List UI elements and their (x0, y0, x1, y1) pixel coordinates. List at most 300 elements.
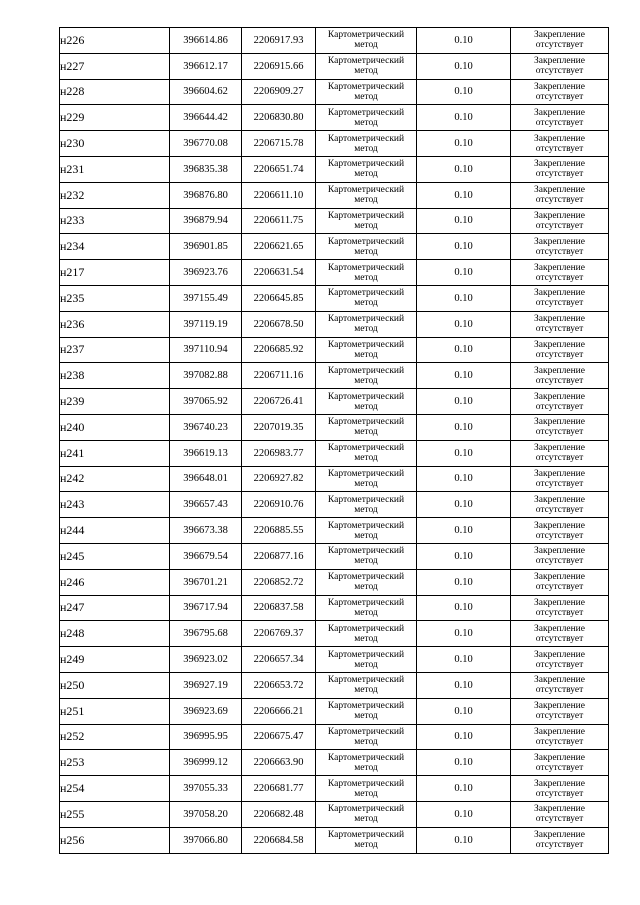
coordinate-y-cell: 2206877.16 (242, 543, 316, 569)
fixation-line-2: отсутствует (535, 504, 584, 515)
fixation-line-1: Закрепление (534, 494, 585, 505)
method-line-1: Картометрический (327, 185, 405, 196)
method-cell (316, 208, 417, 234)
point-name-cell: н233 (60, 208, 170, 234)
fixation-line-2: отсутствует (535, 349, 584, 360)
method-cell (316, 260, 417, 286)
point-name-cell: н246 (60, 569, 170, 595)
point-name-cell: н230 (60, 131, 170, 157)
coordinate-y-cell: 2206927.82 (242, 466, 316, 492)
method-cell (316, 724, 417, 750)
method-line-1: Картометрический (327, 443, 405, 454)
table-row (60, 105, 609, 131)
fixation-line-2: отсутствует (535, 478, 584, 489)
method-line-1: Картометрический (327, 81, 405, 92)
table-row (60, 750, 609, 776)
accuracy-cell: 0.10 (417, 621, 511, 647)
fixation-line-1: Закрепление (534, 236, 585, 247)
method-line-2: метод (354, 298, 378, 309)
method-line-1: Картометрический (327, 417, 405, 428)
table-row (60, 518, 609, 544)
point-name-cell: н252 (60, 724, 170, 750)
accuracy-cell: 0.10 (417, 595, 511, 621)
coordinate-x-cell: 396619.13 (170, 440, 242, 466)
coordinate-y-cell: 2206885.55 (242, 518, 316, 544)
method-line-2: метод (354, 272, 378, 283)
fixation-line-1: Закрепление (534, 830, 585, 841)
accuracy-cell: 0.10 (417, 208, 511, 234)
coordinate-y-cell: 2206711.16 (242, 363, 316, 389)
accuracy-cell: 0.10 (417, 776, 511, 802)
coordinate-y-cell: 2206663.90 (242, 750, 316, 776)
method-line-1: Картометрический (327, 133, 405, 144)
accuracy-cell: 0.10 (417, 260, 511, 286)
point-name-cell: н236 (60, 311, 170, 337)
method-cell (316, 801, 417, 827)
point-name-cell: н255 (60, 801, 170, 827)
fixation-cell (511, 621, 609, 647)
method-line-2: метод (354, 478, 378, 489)
fixation-cell (511, 131, 609, 157)
method-cell (316, 105, 417, 131)
point-name-cell: н226 (60, 28, 170, 54)
accuracy-cell: 0.10 (417, 492, 511, 518)
method-line-1: Картометрический (327, 288, 405, 299)
method-line-1: Картометрический (327, 649, 405, 660)
method-line-2: метод (354, 659, 378, 670)
method-line-1: Картометрический (327, 262, 405, 273)
method-cell (316, 827, 417, 853)
coordinate-y-cell: 2206651.74 (242, 156, 316, 182)
coordinate-x-cell: 396701.21 (170, 569, 242, 595)
fixation-cell (511, 724, 609, 750)
fixation-line-1: Закрепление (534, 443, 585, 454)
point-name-cell: н249 (60, 647, 170, 673)
point-name-cell: н232 (60, 182, 170, 208)
method-line-2: метод (354, 324, 378, 335)
fixation-cell (511, 750, 609, 776)
table-row (60, 492, 609, 518)
fixation-cell (511, 363, 609, 389)
fixation-line-2: отсутствует (535, 711, 584, 722)
method-cell (316, 518, 417, 544)
method-cell (316, 389, 417, 415)
fixation-cell (511, 776, 609, 802)
fixation-line-1: Закрепление (534, 185, 585, 196)
accuracy-cell: 0.10 (417, 543, 511, 569)
coordinate-y-cell: 2206769.37 (242, 621, 316, 647)
fixation-line-1: Закрепление (534, 623, 585, 634)
fixation-line-1: Закрепление (534, 701, 585, 712)
fixation-cell (511, 595, 609, 621)
method-cell (316, 776, 417, 802)
coordinate-x-cell: 397066.80 (170, 827, 242, 853)
method-line-1: Картометрический (327, 365, 405, 376)
coordinate-x-cell: 396923.02 (170, 647, 242, 673)
table-row (60, 182, 609, 208)
coordinate-x-cell: 396717.94 (170, 595, 242, 621)
fixation-line-2: отсутствует (535, 66, 584, 77)
fixation-cell (511, 647, 609, 673)
method-line-2: метод (354, 195, 378, 206)
coordinate-y-cell: 2206684.58 (242, 827, 316, 853)
accuracy-cell: 0.10 (417, 440, 511, 466)
method-cell (316, 363, 417, 389)
method-line-2: метод (354, 427, 378, 438)
fixation-cell (511, 440, 609, 466)
coordinate-x-cell: 396770.08 (170, 131, 242, 157)
fixation-line-1: Закрепление (534, 597, 585, 608)
table-row (60, 28, 609, 54)
coordinate-x-cell: 397082.88 (170, 363, 242, 389)
fixation-line-1: Закрепление (534, 804, 585, 815)
point-name-cell: н244 (60, 518, 170, 544)
fixation-line-2: отсутствует (535, 659, 584, 670)
method-cell (316, 647, 417, 673)
method-line-2: метод (354, 840, 378, 851)
fixation-cell (511, 466, 609, 492)
method-line-1: Картометрический (327, 468, 405, 479)
accuracy-cell: 0.10 (417, 285, 511, 311)
fixation-line-2: отсутствует (535, 117, 584, 128)
fixation-cell (511, 672, 609, 698)
method-line-1: Картометрический (327, 236, 405, 247)
table-row (60, 311, 609, 337)
fixation-line-2: отсутствует (535, 685, 584, 696)
coordinate-x-cell: 396927.19 (170, 672, 242, 698)
point-name-cell: н247 (60, 595, 170, 621)
point-name-cell: н227 (60, 53, 170, 79)
coordinate-y-cell: 2207019.35 (242, 414, 316, 440)
table-row (60, 234, 609, 260)
coordinate-y-cell: 2206666.21 (242, 698, 316, 724)
point-name-cell: н239 (60, 389, 170, 415)
table-row (60, 440, 609, 466)
accuracy-cell: 0.10 (417, 156, 511, 182)
coordinate-y-cell: 2206675.47 (242, 724, 316, 750)
fixation-cell (511, 208, 609, 234)
coordinate-x-cell: 396604.62 (170, 79, 242, 105)
accuracy-cell: 0.10 (417, 724, 511, 750)
method-cell (316, 466, 417, 492)
fixation-cell (511, 518, 609, 544)
point-name-cell: н237 (60, 337, 170, 363)
table-row (60, 724, 609, 750)
fixation-line-1: Закрепление (534, 262, 585, 273)
point-name-cell: н240 (60, 414, 170, 440)
coordinate-y-cell: 2206726.41 (242, 389, 316, 415)
fixation-line-2: отсутствует (535, 427, 584, 438)
fixation-cell (511, 337, 609, 363)
method-line-2: метод (354, 530, 378, 541)
coordinate-y-cell: 2206653.72 (242, 672, 316, 698)
method-line-2: метод (354, 711, 378, 722)
method-line-2: метод (354, 582, 378, 593)
method-cell (316, 750, 417, 776)
method-cell (316, 569, 417, 595)
accuracy-cell: 0.10 (417, 79, 511, 105)
coordinate-x-cell: 396923.69 (170, 698, 242, 724)
coordinate-x-cell: 396999.12 (170, 750, 242, 776)
accuracy-cell: 0.10 (417, 801, 511, 827)
fixation-line-2: отсутствует (535, 324, 584, 335)
fixation-line-1: Закрепление (534, 210, 585, 221)
fixation-cell (511, 156, 609, 182)
method-line-2: метод (354, 143, 378, 154)
method-cell (316, 285, 417, 311)
coordinate-x-cell: 397110.94 (170, 337, 242, 363)
coordinate-y-cell: 2206681.77 (242, 776, 316, 802)
coordinate-x-cell: 396673.38 (170, 518, 242, 544)
fixation-cell (511, 79, 609, 105)
fixation-line-2: отсутствует (535, 298, 584, 309)
table-row (60, 698, 609, 724)
method-line-1: Картометрический (327, 778, 405, 789)
method-cell (316, 28, 417, 54)
coordinate-y-cell: 2206715.78 (242, 131, 316, 157)
fixation-line-1: Закрепление (534, 365, 585, 376)
method-line-2: метод (354, 66, 378, 77)
coordinate-x-cell: 397065.92 (170, 389, 242, 415)
method-line-1: Картометрический (327, 804, 405, 815)
method-cell (316, 311, 417, 337)
coordinate-x-cell: 397055.33 (170, 776, 242, 802)
accuracy-cell: 0.10 (417, 647, 511, 673)
coordinates-table (59, 27, 609, 854)
coordinate-y-cell: 2206657.34 (242, 647, 316, 673)
method-line-1: Картометрический (327, 210, 405, 221)
coordinate-x-cell: 396740.23 (170, 414, 242, 440)
method-line-1: Картометрический (327, 623, 405, 634)
fixation-cell (511, 543, 609, 569)
point-name-cell: н229 (60, 105, 170, 131)
method-line-1: Картометрический (327, 726, 405, 737)
method-line-2: метод (354, 91, 378, 102)
fixation-line-1: Закрепление (534, 675, 585, 686)
fixation-line-2: отсутствует (535, 788, 584, 799)
fixation-line-2: отсутствует (535, 453, 584, 464)
method-line-1: Картометрический (327, 314, 405, 325)
table-row (60, 337, 609, 363)
fixation-line-2: отсутствует (535, 736, 584, 747)
fixation-cell (511, 285, 609, 311)
method-line-2: метод (354, 788, 378, 799)
method-line-2: метод (354, 349, 378, 360)
method-line-2: метод (354, 246, 378, 257)
fixation-line-1: Закрепление (534, 468, 585, 479)
fixation-cell (511, 105, 609, 131)
fixation-cell (511, 414, 609, 440)
table-row (60, 260, 609, 286)
point-name-cell: н250 (60, 672, 170, 698)
point-name-cell: н238 (60, 363, 170, 389)
accuracy-cell: 0.10 (417, 182, 511, 208)
point-name-cell: н253 (60, 750, 170, 776)
fixation-line-2: отсутствует (535, 375, 584, 386)
method-line-2: метод (354, 633, 378, 644)
method-line-2: метод (354, 556, 378, 567)
fixation-line-2: отсутствует (535, 169, 584, 180)
fixation-line-2: отсутствует (535, 246, 584, 257)
coordinate-x-cell: 396879.94 (170, 208, 242, 234)
fixation-line-1: Закрепление (534, 572, 585, 583)
table-row (60, 569, 609, 595)
method-cell (316, 79, 417, 105)
point-name-cell: н256 (60, 827, 170, 853)
table-row (60, 801, 609, 827)
coordinate-y-cell: 2206631.54 (242, 260, 316, 286)
method-cell (316, 492, 417, 518)
method-cell (316, 621, 417, 647)
fixation-cell (511, 28, 609, 54)
coordinate-x-cell: 396995.95 (170, 724, 242, 750)
accuracy-cell: 0.10 (417, 518, 511, 544)
coordinate-y-cell: 2206852.72 (242, 569, 316, 595)
method-line-1: Картометрический (327, 597, 405, 608)
table-row (60, 53, 609, 79)
point-name-cell: н248 (60, 621, 170, 647)
method-line-1: Картометрический (327, 107, 405, 118)
accuracy-cell: 0.10 (417, 105, 511, 131)
method-line-2: метод (354, 40, 378, 51)
method-cell (316, 595, 417, 621)
fixation-line-1: Закрепление (534, 159, 585, 170)
method-line-2: метод (354, 401, 378, 412)
method-line-2: метод (354, 169, 378, 180)
fixation-line-1: Закрепление (534, 288, 585, 299)
method-line-2: метод (354, 814, 378, 825)
fixation-line-1: Закрепление (534, 649, 585, 660)
fixation-cell (511, 569, 609, 595)
accuracy-cell: 0.10 (417, 750, 511, 776)
coordinate-y-cell: 2206682.48 (242, 801, 316, 827)
coordinate-x-cell: 396901.85 (170, 234, 242, 260)
point-name-cell: н251 (60, 698, 170, 724)
coordinate-y-cell: 2206830.80 (242, 105, 316, 131)
fixation-cell (511, 182, 609, 208)
accuracy-cell: 0.10 (417, 53, 511, 79)
method-cell (316, 337, 417, 363)
accuracy-cell: 0.10 (417, 389, 511, 415)
fixation-line-1: Закрепление (534, 417, 585, 428)
coordinate-y-cell: 2206915.66 (242, 53, 316, 79)
fixation-line-2: отсутствует (535, 195, 584, 206)
method-line-2: метод (354, 375, 378, 386)
method-line-2: метод (354, 453, 378, 464)
fixation-line-2: отсутствует (535, 143, 584, 154)
fixation-cell (511, 234, 609, 260)
fixation-line-2: отсутствует (535, 272, 584, 283)
point-name-cell: н217 (60, 260, 170, 286)
accuracy-cell: 0.10 (417, 337, 511, 363)
coordinate-y-cell: 2206837.58 (242, 595, 316, 621)
fixation-line-2: отсутствует (535, 91, 584, 102)
fixation-line-2: отсутствует (535, 220, 584, 231)
method-line-1: Картометрический (327, 830, 405, 841)
coordinate-y-cell: 2206611.75 (242, 208, 316, 234)
coordinate-y-cell: 2206678.50 (242, 311, 316, 337)
method-line-1: Картометрический (327, 494, 405, 505)
table-row (60, 466, 609, 492)
fixation-line-1: Закрепление (534, 133, 585, 144)
method-cell (316, 672, 417, 698)
fixation-cell (511, 389, 609, 415)
table-row (60, 776, 609, 802)
method-line-2: метод (354, 220, 378, 231)
point-name-cell: н243 (60, 492, 170, 518)
method-line-1: Картометрический (327, 159, 405, 170)
method-line-1: Картометрический (327, 56, 405, 67)
method-line-2: метод (354, 762, 378, 773)
coordinate-x-cell: 396679.54 (170, 543, 242, 569)
table-row (60, 389, 609, 415)
coordinate-x-cell: 396644.42 (170, 105, 242, 131)
accuracy-cell: 0.10 (417, 363, 511, 389)
coordinate-x-cell: 397058.20 (170, 801, 242, 827)
point-name-cell: н245 (60, 543, 170, 569)
method-cell (316, 414, 417, 440)
accuracy-cell: 0.10 (417, 569, 511, 595)
point-name-cell: н231 (60, 156, 170, 182)
fixation-cell (511, 698, 609, 724)
fixation-line-1: Закрепление (534, 778, 585, 789)
accuracy-cell: 0.10 (417, 414, 511, 440)
coordinate-x-cell: 396648.01 (170, 466, 242, 492)
method-line-1: Картометрический (327, 572, 405, 583)
method-line-1: Картометрический (327, 701, 405, 712)
coordinate-y-cell: 2206621.65 (242, 234, 316, 260)
point-name-cell: н234 (60, 234, 170, 260)
fixation-line-1: Закрепление (534, 520, 585, 531)
coordinate-y-cell: 2206917.93 (242, 28, 316, 54)
table-row (60, 672, 609, 698)
method-cell (316, 156, 417, 182)
fixation-line-1: Закрепление (534, 30, 585, 41)
method-line-2: метод (354, 117, 378, 128)
table-row (60, 827, 609, 853)
coordinate-x-cell: 396835.38 (170, 156, 242, 182)
method-line-1: Картометрический (327, 520, 405, 531)
fixation-line-2: отсутствует (535, 582, 584, 593)
accuracy-cell: 0.10 (417, 28, 511, 54)
coordinate-y-cell: 2206645.85 (242, 285, 316, 311)
method-line-2: метод (354, 504, 378, 515)
coordinate-x-cell: 396923.76 (170, 260, 242, 286)
point-name-cell: н235 (60, 285, 170, 311)
accuracy-cell: 0.10 (417, 311, 511, 337)
coordinate-x-cell: 397119.19 (170, 311, 242, 337)
fixation-line-1: Закрепление (534, 546, 585, 557)
table-row (60, 621, 609, 647)
method-line-1: Картометрический (327, 339, 405, 350)
fixation-cell (511, 260, 609, 286)
method-line-1: Картометрический (327, 391, 405, 402)
table-row (60, 595, 609, 621)
coordinate-x-cell: 397155.49 (170, 285, 242, 311)
table-row (60, 285, 609, 311)
coordinate-x-cell: 396614.86 (170, 28, 242, 54)
accuracy-cell: 0.10 (417, 466, 511, 492)
point-name-cell: н241 (60, 440, 170, 466)
coordinate-y-cell: 2206909.27 (242, 79, 316, 105)
accuracy-cell: 0.10 (417, 827, 511, 853)
method-cell (316, 234, 417, 260)
method-cell (316, 698, 417, 724)
method-line-1: Картометрический (327, 752, 405, 763)
fixation-line-2: отсутствует (535, 814, 584, 825)
fixation-line-1: Закрепление (534, 56, 585, 67)
table-row (60, 79, 609, 105)
